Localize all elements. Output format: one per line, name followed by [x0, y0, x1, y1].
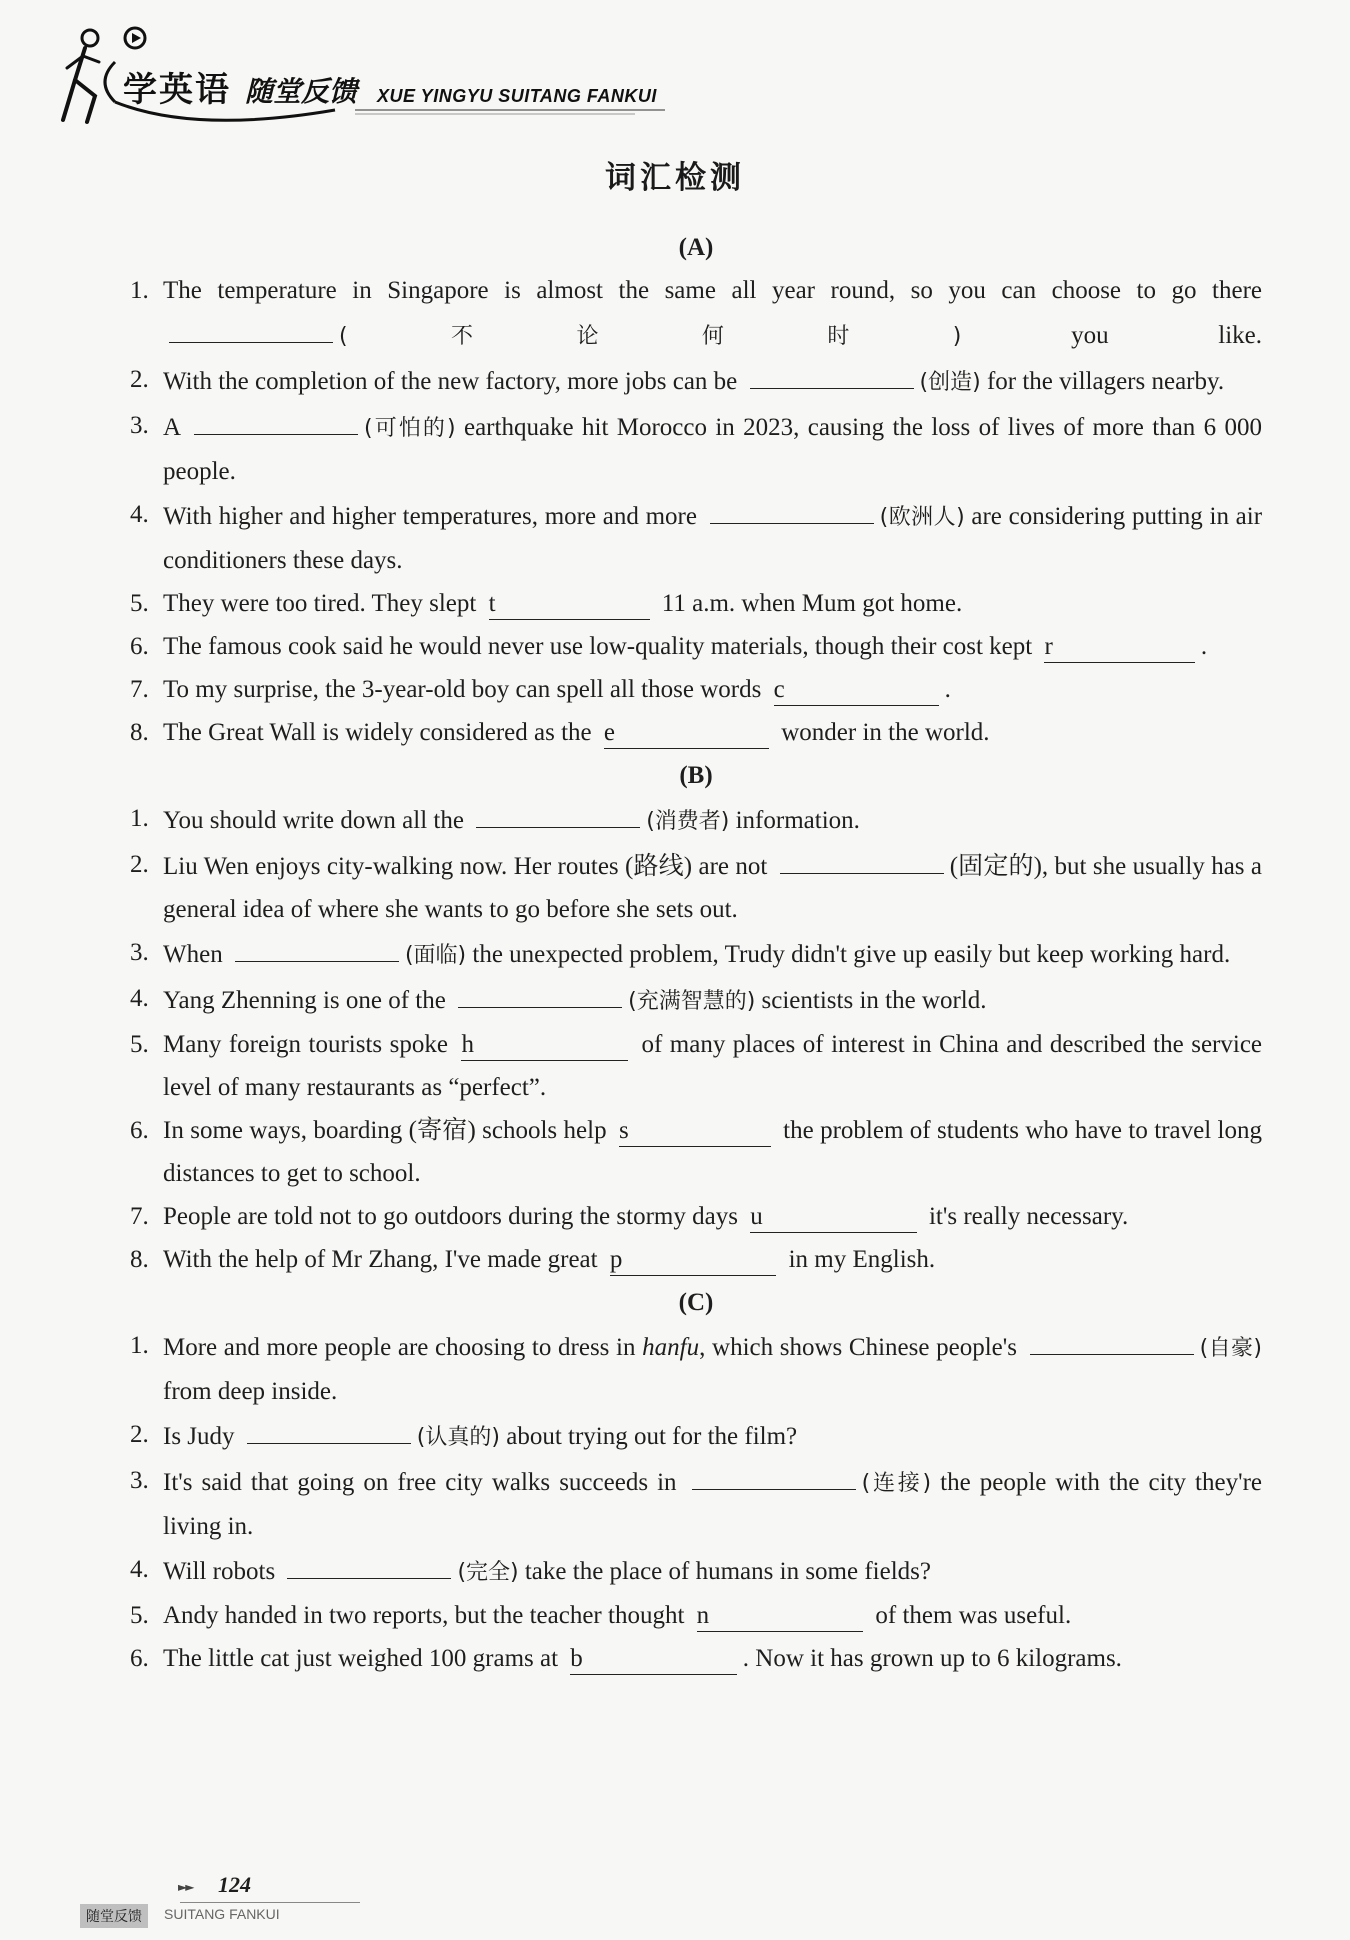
question-number: 4. — [130, 1556, 149, 1583]
answer-blank[interactable] — [489, 589, 650, 620]
question-number: 2. — [130, 366, 149, 393]
answer-blank[interactable] — [604, 718, 769, 749]
answer-blank[interactable] — [780, 843, 944, 874]
question-text: Liu Wen enjoys city-walking now. Her routes (路线) are not — [163, 853, 768, 880]
question-text: More and more people are choosing to dress in — [163, 1334, 636, 1361]
question-text: . — [1200, 633, 1208, 660]
section-label-a: (A) — [678, 234, 714, 261]
page-title: 词汇检测 — [605, 160, 745, 196]
question-number: 4. — [130, 501, 149, 528]
question-number: 8. — [130, 719, 149, 746]
question-text: It's said that going on free city walks succeeds in — [163, 1469, 677, 1496]
question-number: 6. — [130, 1117, 149, 1144]
question-text: Many foreign tourists spoke — [163, 1031, 448, 1058]
question-c4 — [130, 1548, 1262, 1594]
question-text: , which shows Chinese people's — [699, 1334, 1017, 1361]
hint-text: (可怕的) — [364, 416, 456, 441]
answer-blank[interactable] — [750, 1202, 917, 1233]
question-number: 3. — [130, 939, 149, 966]
question-text: take the place of humans in some fields? — [524, 1558, 931, 1585]
question-text: it's really necessary. — [928, 1203, 1129, 1230]
question-number: 2. — [130, 851, 149, 878]
exercise-content — [130, 226, 1262, 1680]
answer-blank[interactable] — [610, 1245, 777, 1276]
initial-letter: u — [750, 1203, 763, 1230]
question-text: They were too tired. They slept — [163, 590, 477, 617]
answer-blank[interactable] — [774, 675, 939, 706]
page-number: 124 — [218, 1872, 251, 1897]
answer-blank[interactable] — [692, 1459, 856, 1490]
answer-blank[interactable] — [750, 358, 914, 389]
question-text: . — [944, 676, 951, 703]
initial-letter: t — [488, 590, 496, 617]
question-text: Will robots — [163, 1558, 276, 1585]
question-number: 8. — [130, 1246, 149, 1273]
hint-text: (不论何时) — [339, 324, 962, 349]
answer-blank[interactable] — [247, 1413, 411, 1444]
question-text: The little cat just weighed 100 grams at — [163, 1645, 559, 1672]
question-text: the people with the city they're living in. — [163, 1469, 1263, 1540]
question-text: With higher and higher temperatures, more and more — [163, 503, 697, 530]
answer-blank[interactable] — [194, 404, 358, 435]
question-text: In some ways, boarding (寄宿) schools help — [163, 1117, 607, 1144]
question-a6 — [130, 625, 1262, 668]
answer-blank[interactable] — [1044, 632, 1194, 663]
question-b4 — [130, 977, 1262, 1023]
question-text: The famous cook said he would never use low-quality materials, though their cost kept — [163, 633, 1033, 660]
hint-text: (创造) — [919, 370, 981, 395]
question-number: 6. — [130, 1645, 149, 1672]
question-a8 — [130, 711, 1262, 754]
question-number: 2. — [130, 1421, 149, 1448]
question-text: you like. — [1071, 322, 1263, 349]
hint-text: (欧洲人) — [879, 505, 965, 530]
question-a5 — [130, 582, 1262, 625]
question-number: 3. — [130, 412, 149, 439]
footer-badge: 随堂反馈 — [80, 1904, 148, 1928]
answer-blank[interactable] — [570, 1644, 737, 1675]
footer-pinyin: SUITANG FANKUI — [164, 1906, 280, 1922]
question-number: 4. — [130, 985, 149, 1012]
hint-text: (消费者) — [646, 809, 730, 834]
page-header — [55, 22, 675, 132]
question-text: Yang Zhenning is one of the — [163, 987, 446, 1014]
question-b7 — [130, 1195, 1262, 1238]
initial-letter: n — [696, 1602, 710, 1629]
question-number: 1. — [130, 805, 149, 832]
initial-letter: e — [603, 719, 615, 746]
question-text: With the help of Mr Zhang, I've made great — [163, 1246, 598, 1273]
question-number: 7. — [130, 1203, 149, 1230]
answer-blank[interactable] — [458, 977, 622, 1008]
question-text: earthquake hit Morocco in 2023, causing the loss of lives of more than 6 000 people. — [163, 414, 1262, 485]
question-text: of many places of interest in China and described the service level of many restaurants as “perfect”. — [163, 1031, 1263, 1101]
brand-name: 学英语 — [123, 70, 231, 110]
italic-term: hanfu — [642, 1334, 700, 1361]
question-text: wonder in the world. — [781, 719, 990, 746]
answer-blank[interactable] — [287, 1548, 451, 1579]
question-text: With the completion of the new factory, more jobs can be — [163, 368, 738, 395]
question-text: People are told not to go outdoors during the stormy days — [163, 1203, 738, 1230]
hint-text: (自豪) — [1199, 1336, 1263, 1361]
initial-letter: p — [609, 1246, 623, 1273]
hint-text: (连接) — [861, 1471, 932, 1496]
question-text: The temperature in Singapore is almost the same all year round, so you can choose to go there — [163, 277, 1262, 304]
question-number: 5. — [130, 590, 149, 617]
page-footer — [80, 1872, 340, 1932]
question-text: When — [163, 941, 223, 968]
footer-divider — [180, 1902, 360, 1903]
question-text: are considering putting in air conditioners these days. — [163, 503, 1263, 574]
question-number: 1. — [130, 277, 149, 304]
question-text: the problem of students who have to travel long distances to get to school. — [163, 1117, 1263, 1187]
question-text: Andy handed in two reports, but the teacher thought — [163, 1602, 685, 1629]
initial-letter: s — [619, 1117, 629, 1144]
answer-blank[interactable] — [697, 1601, 864, 1632]
question-text: 11 a.m. when Mum got home. — [661, 590, 963, 617]
question-b3 — [130, 931, 1262, 977]
initial-letter: h — [461, 1031, 474, 1058]
question-text: (固定的), but she usually has a general idea of where she wants to go before she sets out. — [163, 853, 1262, 923]
question-text: . Now it has grown up to 6 kilograms. — [742, 1645, 1122, 1672]
question-b1 — [130, 797, 1262, 843]
question-c2 — [130, 1413, 1262, 1459]
question-number: 6. — [130, 633, 149, 660]
question-text: for the villagers nearby. — [986, 368, 1225, 395]
question-a2 — [130, 358, 1262, 404]
question-text: from deep inside. — [163, 1378, 338, 1405]
question-text: information. — [735, 807, 860, 834]
question-text: Is Judy — [163, 1423, 235, 1450]
question-text: You should write down all the — [163, 807, 464, 834]
question-text: of them was useful. — [875, 1602, 1072, 1629]
question-a4 — [130, 493, 1262, 582]
answer-blank[interactable] — [1030, 1324, 1194, 1355]
question-number: 7. — [130, 676, 149, 703]
initial-letter: b — [570, 1645, 583, 1672]
question-number: 5. — [130, 1031, 149, 1058]
question-c1 — [130, 1324, 1262, 1413]
question-number: 1. — [130, 1332, 149, 1359]
question-number: 3. — [130, 1467, 149, 1494]
question-c5 — [130, 1594, 1262, 1637]
section-label-c: (C) — [678, 1289, 714, 1316]
initial-letter: r — [1044, 633, 1053, 660]
question-c6 — [130, 1637, 1262, 1680]
question-c3 — [130, 1459, 1262, 1548]
hint-text: (认真的) — [416, 1425, 500, 1450]
answer-blank[interactable] — [461, 1030, 628, 1061]
answer-blank[interactable] — [235, 931, 399, 962]
hint-text: (完全) — [457, 1560, 519, 1585]
answer-blank[interactable] — [619, 1116, 771, 1147]
initial-letter: c — [773, 676, 785, 703]
answer-blank[interactable] — [710, 493, 874, 524]
question-a7 — [130, 668, 1262, 711]
answer-blank[interactable] — [169, 312, 333, 343]
hint-text: (面临) — [404, 943, 467, 968]
question-text: the unexpected problem, Trudy didn't give up easily but keep working hard. — [472, 941, 1231, 968]
question-b6 — [130, 1109, 1262, 1195]
question-b5 — [130, 1023, 1262, 1109]
question-b8 — [130, 1238, 1262, 1281]
question-a1 — [130, 269, 1262, 358]
question-a3 — [130, 404, 1262, 493]
question-text: To my surprise, the 3-year-old boy can spell all those words — [163, 676, 762, 703]
question-text: in my English. — [788, 1246, 936, 1273]
question-text: scientists in the world. — [761, 987, 987, 1014]
question-text: about trying out for the film? — [506, 1423, 798, 1450]
brand-pinyin: XUE YINGYU SUITANG FANKUI — [377, 86, 657, 106]
section-label-b: (B) — [679, 762, 713, 789]
answer-blank[interactable] — [476, 797, 640, 828]
question-number: 5. — [130, 1602, 149, 1629]
double-arrow-icon: ►► — [178, 1880, 193, 1894]
question-b2 — [130, 843, 1262, 931]
hint-text: (充满智慧的) — [628, 989, 756, 1014]
question-text: A — [163, 414, 180, 441]
brand-subtitle: 随堂反馈 — [245, 75, 358, 108]
question-text: The Great Wall is widely considered as the — [163, 719, 592, 746]
